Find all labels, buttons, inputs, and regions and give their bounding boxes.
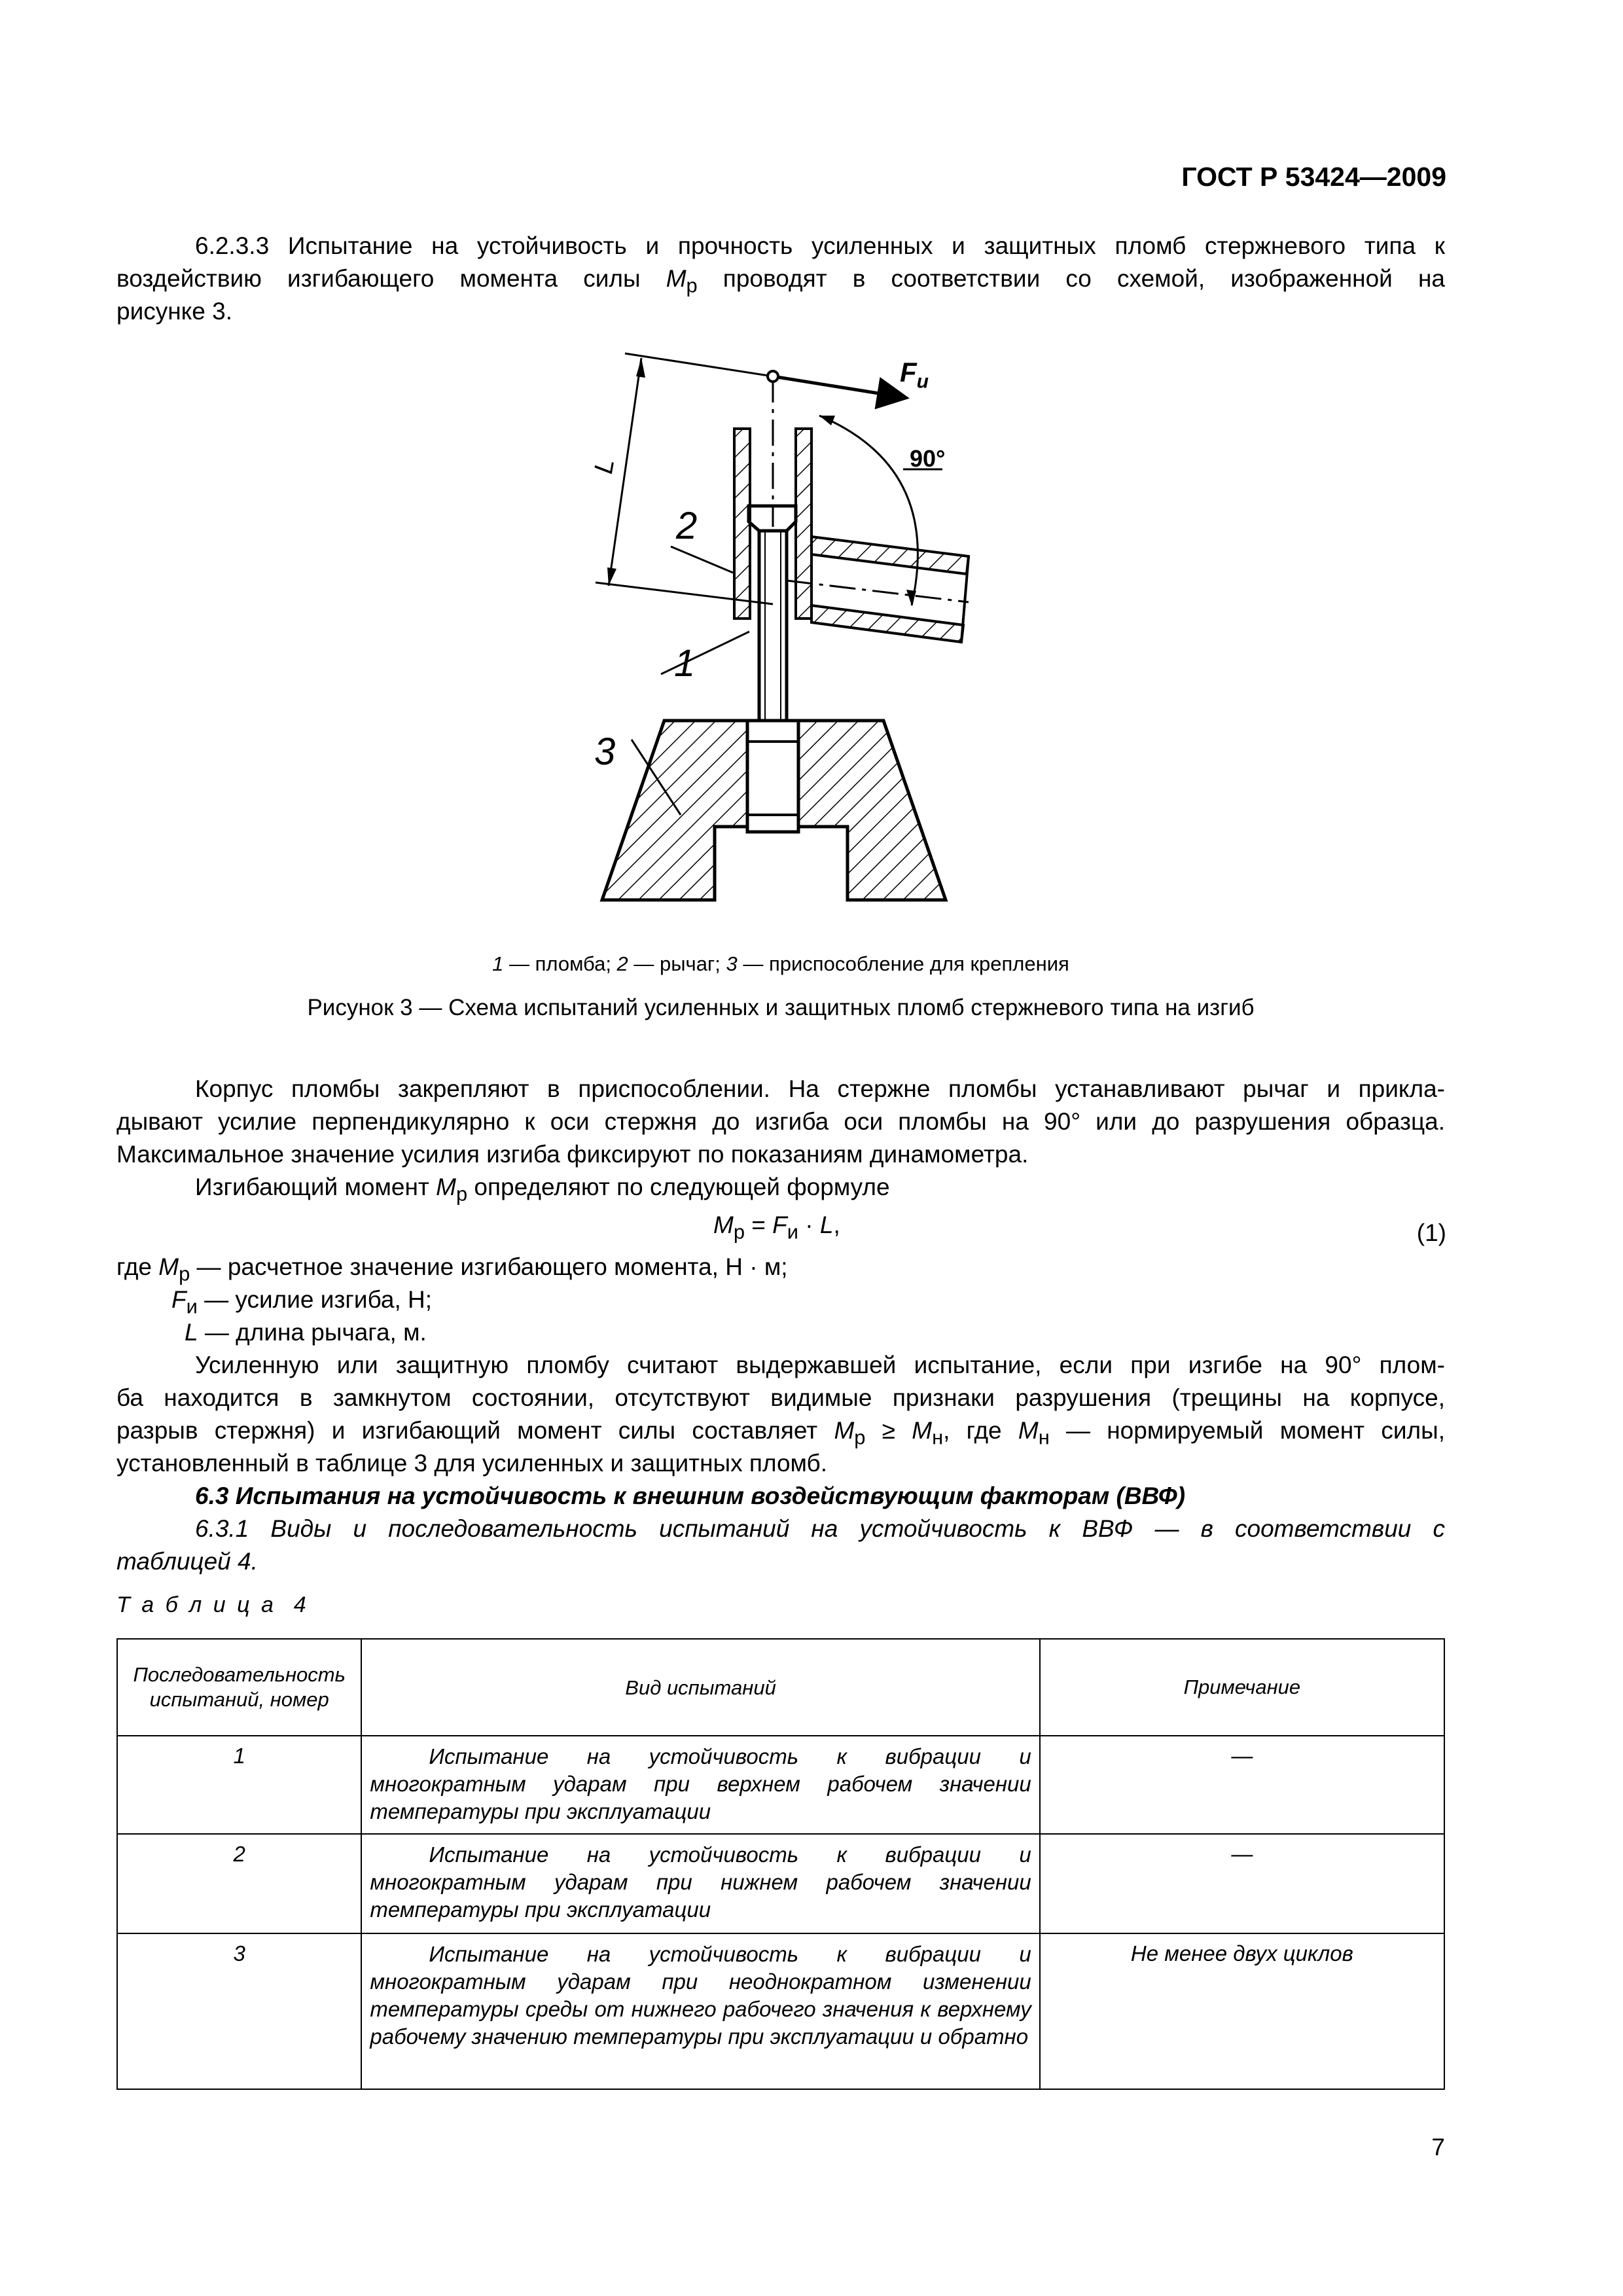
intro-line-1: 6.2.3.3 Испытание на устойчивость и прочность усиленных и защитных пломб стержневого типа к [195, 232, 1445, 259]
table-cell-description: Испытание на устойчивость к вибрации и многократным ударам при верхнем рабочем значении температуры при эксплуатации [361, 1736, 1039, 1834]
table-header-cell: Последовательность испытаний, номер [117, 1639, 361, 1736]
seal-rod [759, 527, 787, 721]
table-cell-number: 1 [117, 1736, 361, 1834]
body-p3-line4: установленный в таблице 3 для усиленных и защитных пломб. [116, 1450, 828, 1477]
label-force: $F_и$ [900, 357, 929, 393]
body-p1-line1: Корпус пломбы закрепляют в приспособлении. На стержне пломбы устанавливают рычаг и прикла- [195, 1075, 1445, 1102]
table-header-cell: Примечание [1040, 1639, 1444, 1736]
page-number: 7 [1431, 2134, 1445, 2161]
body-p1-line2: дывают усилие перпендикулярно к оси стержня до изгиба оси пломбы на 90° или до разрушения образца. [116, 1108, 1445, 1135]
section-title: 6.3 Испытания на устойчивость к внешним воздействующим факторам (ВВФ) [195, 1482, 1186, 1509]
label-length: L [589, 456, 620, 476]
table-cell-number: 3 [117, 1933, 361, 2089]
lever-wall-right [796, 429, 812, 619]
lever-arm-bottom [812, 605, 963, 642]
figure-legend: 1 — пломба; 2 — рычаг; 3 — приспособление для крепления [492, 952, 1069, 975]
body-p3-line2: ба находится в замкнутом состоянии, отсутствуют видимые признаки разрушения (трещины на корпусе, [116, 1384, 1445, 1411]
label-angle: 90° [910, 445, 946, 472]
force-arrow [773, 376, 903, 397]
table-label: Т а б л и ц а 4 [116, 1592, 309, 1617]
table-row [117, 1933, 1444, 2089]
intro-line-3: рисунке 3. [116, 298, 232, 325]
lever-arm-top [812, 537, 969, 574]
body-p3-line1: Усиленную или защитную пломбу считают выдержавшей испытание, если при изгибе на 90° плом- [195, 1352, 1445, 1378]
label-seal-number: 1 [674, 642, 696, 685]
body-p2: Изгибающий момент $M_р$ определяют по следующей формуле [195, 1174, 890, 1206]
table-4 [116, 1638, 1445, 2090]
table-cell-description: Испытание на устойчивость к вибрации и многократным ударам при неоднократном изменении температуры среды от нижнего рабочего значения к верхнему рабочему значению температуры при эксплуатации и обратно [361, 1933, 1039, 2089]
intro-line-2: воздействию изгибающего момента силы $M_р$ проводят в соответствии со схемой, изображенной на [116, 265, 1445, 297]
where-line-3: L — длина рычага, м. [185, 1319, 427, 1346]
document-number: ГОСТ Р 53424—2009 [1181, 162, 1446, 192]
table-row [117, 1834, 1444, 1933]
formula-number: (1) [1416, 1219, 1446, 1246]
section-631-line1: 6.3.1 Виды и последовательность испытаний на устойчивость к ВВФ — в соответствии с [195, 1515, 1445, 1542]
table-header-row [117, 1639, 1444, 1736]
table-cell-note: — [1040, 1834, 1444, 1933]
formula: $M_р = F_и \cdot L$, [713, 1211, 840, 1244]
angle-arc [819, 416, 918, 605]
table-cell-description: Испытание на устойчивость к вибрации и многократным ударам при нижнем рабочем значении температуры при эксплуатации [361, 1834, 1039, 1933]
body-p3-line3: разрыв стержня) и изгибающий момент силы составляет $M_р \ge M_н$, где $M_н$ — нормируемый момент силы, [116, 1417, 1445, 1449]
table-cell-number: 2 [117, 1834, 361, 1933]
label-lever-number: 2 [676, 505, 698, 547]
table-row [117, 1736, 1444, 1834]
section-631-line2: таблицей 4. [116, 1548, 258, 1575]
where-line-2: $F_и$ — усилие изгиба, Н; [171, 1286, 433, 1318]
figure-caption: Рисунок 3 — Схема испытаний усиленных и защитных пломб стержневого типа на изгиб [307, 995, 1255, 1020]
lever-wall-left [734, 429, 750, 619]
figure-3-diagram [576, 331, 1047, 933]
label-fixture-number: 3 [594, 730, 616, 773]
table-cell-note: Не менее двух циклов [1040, 1933, 1444, 2089]
table-header-cell: Вид испытаний [361, 1639, 1039, 1736]
where-line-1: где $M_р$ — расчетное значение изгибающего момента, Н · м; [116, 1253, 788, 1285]
body-p1-line3: Максимальное значение усилия изгиба фиксируют по показаниям динамометра. [116, 1141, 1029, 1168]
table-cell-note: — [1040, 1736, 1444, 1834]
